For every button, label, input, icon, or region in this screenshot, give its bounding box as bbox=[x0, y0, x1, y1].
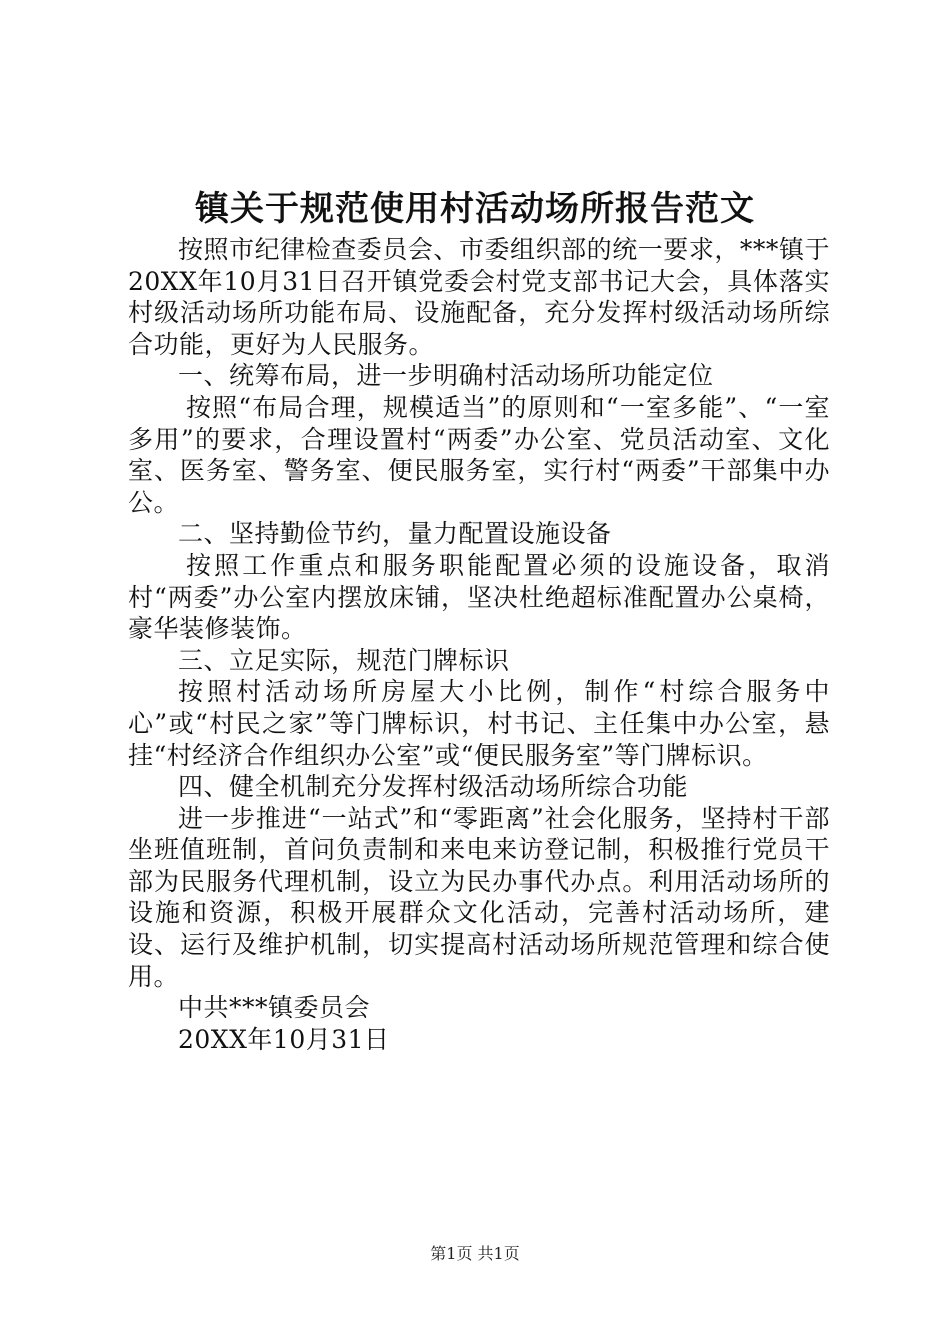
section-heading-3: 三、立足实际，规范门牌标识 bbox=[178, 645, 510, 675]
section-paragraph-1: 按照“布局合理，规模适当”的原则和“一室多能”、“一室多用”的要求，合理设置村“两委”办公室、党员活动室、文化室、医务室、警务室、便民服务室，实行村“两委”干部集中办公。 bbox=[128, 392, 830, 517]
intro-paragraph: 按照市纪律检查委员会、市委组织部的统一要求，***镇于20XX年10月31日召开镇党委会村党支部书记大会，具体落实村级活动场所功能布局、设施配备，充分发挥村级活动场所综合功能，更好为人民服务。 bbox=[128, 235, 830, 359]
signature-date: 20XX年10月31日 bbox=[178, 1024, 390, 1054]
section-paragraph-3: 按照村活动场所房屋大小比例，制作“村综合服务中心”或“村民之家”等门牌标识，村书记、主任集中办公室，悬挂“村经济合作组织办公室”或“便民服务室”等门牌标识。 bbox=[128, 677, 830, 770]
document-title: 镇关于规范使用村活动场所报告范文 bbox=[195, 189, 755, 229]
section-heading-4: 四、健全机制充分发挥村级活动场所综合功能 bbox=[178, 772, 689, 802]
section-heading-1: 一、统筹布局，进一步明确村活动场所功能定位 bbox=[178, 361, 714, 391]
section-paragraph-4: 进一步推进“一站式”和“零距离”社会化服务，坚持村干部坐班值班制，首问负责制和来电来访登记制，积极推行党员干部为民服务代理机制，设立为民办事代办点。利用活动场所的设施和资源，积极开展群众文化活动，完善村活动场所，建设、运行及维护机制，切实提高村活动场所规范管理和综合使用。 bbox=[128, 803, 830, 991]
page-number-footer: 第1页 共1页 bbox=[430, 1244, 520, 1263]
section-paragraph-2: 按照工作重点和服务职能配置必须的设施设备，取消村“两委”办公室内摆放床铺，坚决杜绝超标准配置办公桌椅，豪华装修装饰。 bbox=[128, 550, 830, 644]
section-heading-2: 二、坚持勤俭节约，量力配置设施设备 bbox=[178, 519, 612, 549]
document-body bbox=[128, 234, 830, 1055]
signature-organization: 中共***镇委员会 bbox=[178, 993, 371, 1023]
